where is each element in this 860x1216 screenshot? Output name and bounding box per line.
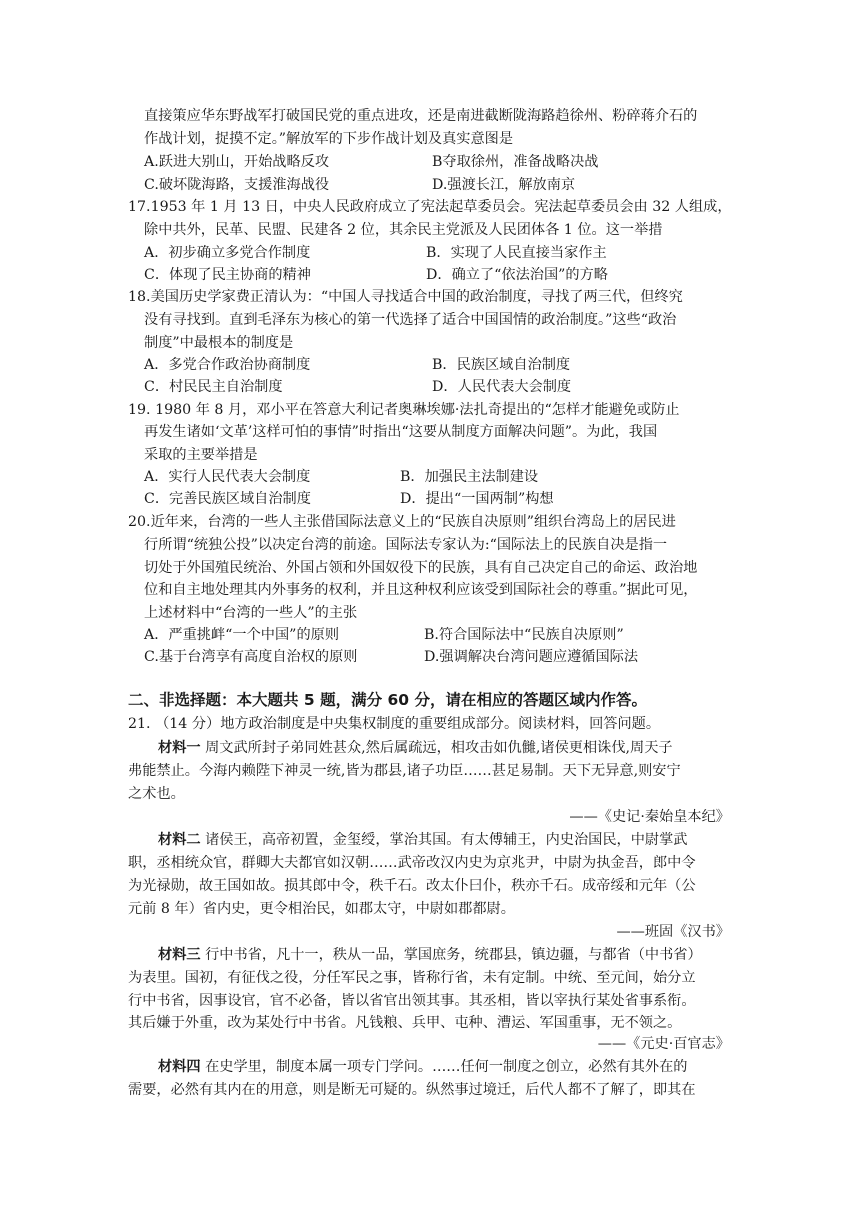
question-17-option-d: D．确立了“依法治国”的方略 [426,267,608,283]
question-16-option-c: C.破坏陇海路，支援淮海战役 [144,177,330,193]
question-17-stem-line: 17.1953 年 1 月 13 日，中央人民政府成立了宪法起草委员会。宪法起草委员会由 32 人组成， [128,199,732,215]
material-4-line [158,1057,687,1077]
question-16-option-a: A.跃进大别山，开始战略反攻 [144,154,330,170]
material-3-text: 行中书省，凡十一，秩从一品，掌国庶务，统郡县，镇边疆，与都省（中书省） [200,947,702,963]
material-1-source: ——《史记·秦始皇本纪》 [569,809,730,825]
question-18-option-c: C．村民民主自治制度 [144,379,283,395]
section-heading: 二、非选择题：本大题共 5 题，满分 60 分，请在相应的答题区域内作答。 [128,691,647,709]
material-label: 材料三 [158,947,201,963]
question-18-option-b: B．民族区域自治制度 [432,357,571,373]
question-20-stem-line: 20.近年来，台湾的一些人主张借国际法意义上的“民族自决原则”组织台湾岛上的居民进 [128,514,676,530]
material-2-line [158,830,687,850]
material-3-line [158,945,702,965]
material-label: 材料二 [158,832,201,848]
question-20-stem-line: 上述材料中“台湾的一些人”的主张 [144,605,358,621]
question-19-option-d: D．提出“一国两制”构想 [400,491,554,507]
question-20-stem-line: 切处于外国殖民统治、外国占领和外国奴役下的民族，具有自己决定自己的命运、政治地 [144,560,698,576]
material-1-text: 周文武所封子弟同姓甚众,然后属疏远，相攻击如仇雠,诸侯更相诛伐,周天子 [200,740,673,756]
question-18-stem-line: 制度”中最根本的制度是 [144,335,294,351]
material-1-line: 之术也。 [128,786,185,802]
question-18-option-d: D．人民代表大会制度 [432,379,572,395]
material-4-line: 需要，必然有其内在的用意，则是断无可疑的。纵然事过境迁，后代人都不了解了，即其在 [128,1082,696,1098]
material-1-line: 弗能禁止。今海内赖陛下神灵一统,皆为郡县,诸子功臣……甚足易制。天下无异意,则安宁 [128,763,681,779]
question-20-option-a: A．严重挑衅“一个中国”的原则 [144,627,340,643]
material-1-line [158,738,673,758]
question-20-option-d: D.强调解决台湾问题应遵循国际法 [424,649,639,665]
material-2-line: 职，丞相统众官，群卿大夫都官如汉朝……武帝改汉内史为京兆尹，中尉为执金吾，郎中令 [128,855,696,871]
question-16-option-b: B夺取徐州，准备战略决战 [432,154,599,170]
material-3-line: 其后嫌于外重，改为某处行中书省。凡钱粮、兵甲、屯种、漕运、军国重事，无不领之。 [128,1015,682,1031]
question-21-intro: 21. （14 分）地方政治制度是中央集权制度的重要组成部分。阅读材料，回答问题。 [128,716,661,732]
question-17-option-a: A．初步确立多党合作制度 [144,245,311,261]
question-17-option-c: C．体现了民主协商的精神 [144,267,311,283]
question-17-option-b: B．实现了人民直接当家作主 [426,245,607,261]
material-3-source: ——《元史·百官志》 [597,1036,730,1052]
question-19-stem-line: 19. 1980 年 8 月，邓小平在答意大利记者奥琳埃娜·法扎奇提出的“怎样才能避免或防止 [128,402,680,418]
question-18-stem-line: 没有寻找到。直到毛泽东为核心的第一代选择了适合中国国情的政治制度。”这些“政治 [144,312,677,328]
question-20-stem-line: 位和自主地处理其内外事务的权利，并且这种权利应该受到国际社会的尊重。”据此可见， [144,582,698,598]
material-2-source: ——班固《汉书》 [616,924,730,940]
material-2-line: 元前 8 年）省内史，更令相治民，如郡太守，中尉如郡都尉。 [128,901,515,917]
material-2-text: 诸侯王，高帝初置，金玺绶，掌治其国。有太傅辅王，内史治国民，中尉掌武 [200,832,688,848]
material-label: 材料四 [158,1059,201,1075]
question-19-option-b: B．加强民主法制建设 [400,469,539,485]
question-17-stem-line: 除中共外，民革、民盟、民建各 2 位，其余民主党派及人民团体各 1 位。这一举措 [144,222,663,238]
question-16-stem-line: 直接策应华东野战军打破国民党的重点进攻，还是南进截断陇海路趋徐州、粉碎蒋介石的 [144,108,698,124]
question-20-option-b: B.符合国际法中“民族自决原则” [424,627,624,643]
material-3-line: 为表里。国初，有征伐之役，分任军民之事，皆称行省，未有定制。中统、至元间，始分立 [128,970,696,986]
question-19-option-a: A．实行人民代表大会制度 [144,469,311,485]
question-18-stem-line: 18.美国历史学家费正清认为：“中国人寻找适合中国的政治制度，寻找了两三代，但终究 [128,289,683,305]
material-4-text: 在史学里，制度本属一项专门学问。……任何一制度之创立，必然有其外在的 [200,1059,688,1075]
question-16-stem-line: 作战计划，捉摸不定。”解放军的下步作战计划及真实意图是 [144,131,514,147]
material-2-line: 为光禄勋，故王国如故。损其郎中令，秩千石。改太仆曰仆，秩亦千石。成帝绥和元年（公 [128,878,696,894]
question-19-option-c: C．完善民族区域自治制度 [144,491,311,507]
question-18-option-a: A．多党合作政治协商制度 [144,357,311,373]
question-19-stem-line: 采取的主要举措是 [144,447,258,463]
question-20-option-c: C.基于台湾享有高度自治权的原则 [144,649,358,665]
question-19-stem-line: 再发生诸如‘文革’这样可怕的事情”时指出“这要从制度方面解决问题”。为此，我国 [144,424,658,440]
material-label: 材料一 [158,740,201,756]
question-16-option-d: D.强渡长江，解放南京 [432,177,576,193]
material-3-line: 行中书省，因事设官，官不必备，皆以省官出领其事。其丞相，皆以宰执行某处省事系衔。 [128,993,696,1009]
question-20-stem-line: 行所谓“统独公投”以决定台湾的前途。国际法专家认为:“国际法上的民族自决是指一 [144,537,668,553]
